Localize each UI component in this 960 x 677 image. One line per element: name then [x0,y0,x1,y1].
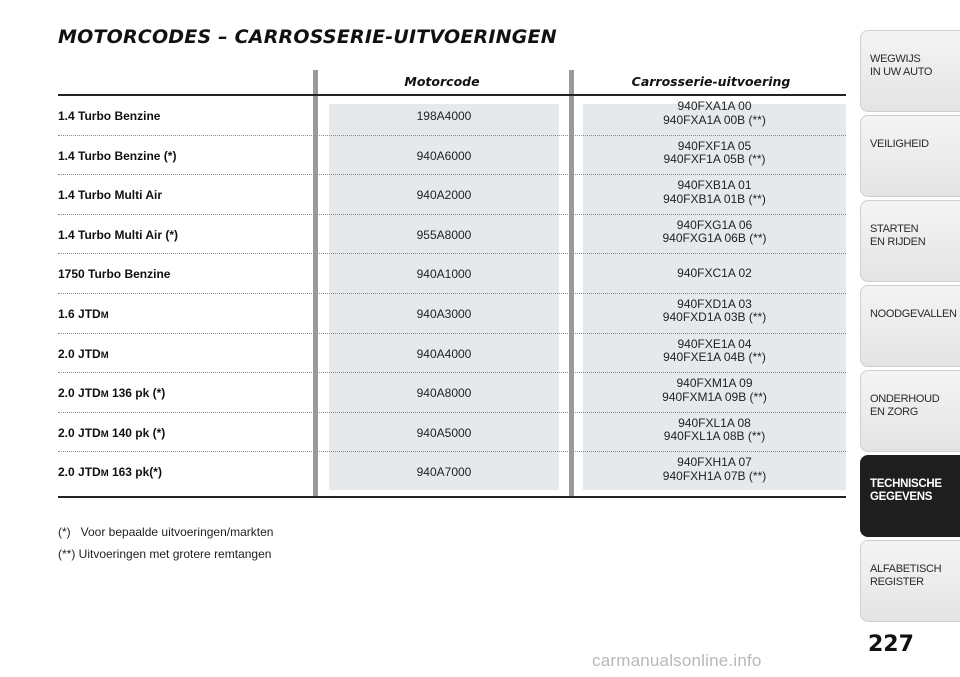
engine-label: 2.0 JTD [58,346,101,361]
header-carrosserie: Carrosserie-uitvoering [631,74,791,89]
carrosserie-code: 940FXB1A 01 [677,178,752,193]
engine-label: 1.4 Turbo Benzine [58,109,161,123]
motorcode-cell: 940A8000 [416,386,472,401]
table-row [58,413,846,453]
engine-label: 2.0 JTD [58,425,101,440]
carrosserie-code: 940FXL1A 08 [678,415,751,430]
carrosserie-code: 940FXD1A 03 [677,296,752,311]
engine-label: 1750 Turbo Benzine [58,267,171,282]
engine-name [58,426,165,440]
carrosserie-cell [583,417,846,444]
chapter-tab-label: REGISTER [870,576,924,588]
motorcode-cell: 940A3000 [416,306,472,321]
chapter-tab-label: EN ZORG [870,406,919,418]
motorcode-cell: 940A6000 [416,148,472,163]
carrosserie-code: 940FXF1A 05 [677,138,752,153]
chapter-tab[interactable] [860,115,960,197]
chapter-tab-label: TECHNISCHE [870,478,942,490]
carrosserie-cell [583,338,846,365]
watermark: carmanualsonline.info [592,651,762,670]
carrosserie-code: 940FXG1A 06 [676,217,753,232]
engine-name [58,307,109,321]
engine-label: 2.0 JTD [58,386,101,401]
motorcode-cell: 940A4000 [416,346,472,361]
carrosserie-code-alt: 940FXG1A 06B (**) [662,231,767,246]
chapter-tab[interactable] [860,455,960,537]
table-body [58,96,846,492]
table-row [58,452,846,492]
motorcode-cell: 940A1000 [416,267,472,282]
chapter-tab[interactable] [860,540,960,622]
engine-label: 2.0 JTD [58,465,101,480]
chapter-tab-label: STARTEN [870,223,919,235]
engine-name [58,347,109,361]
engine-label-smallcaps: M [100,428,109,440]
engine-label: 1.4 Turbo Multi Air (*) [58,227,178,242]
engine-label: 1.6 JTD [58,306,101,321]
table-row [58,294,846,334]
page-title: MOTORCODES – CARROSSERIE-UITVOERINGEN [58,26,557,48]
chapter-tab[interactable] [860,285,960,367]
chapter-tab-label: NOODGEVALLEN [870,308,957,320]
table-row [58,334,846,374]
chapter-tab-label: EN RIJDEN [870,236,926,248]
carrosserie-cell [583,179,846,206]
motorcode-cell: 198A4000 [416,109,472,123]
engine-label-suffix: 136 pk (*) [108,386,166,401]
engine-label-smallcaps: M [100,389,109,401]
engine-name [58,386,165,400]
carrosserie-code-alt: 940FXA1A 00B (**) [663,112,766,127]
carrosserie-code-alt: 940FXL1A 08B (**) [663,429,766,444]
chapter-tab[interactable] [860,30,960,112]
engine-name [58,228,178,242]
carrosserie-code: 940FXE1A 04 [677,336,752,351]
engine-name [58,109,160,123]
motorcode-cell: 940A7000 [416,465,472,480]
spec-table [58,70,846,500]
carrosserie-code-alt: 940FXD1A 03B (**) [662,310,767,325]
engine-name [58,267,170,281]
table-row [58,175,846,215]
engine-label: 1.4 Turbo Multi Air [58,188,162,203]
chapter-tab[interactable] [860,200,960,282]
carrosserie-cell [583,219,846,246]
carrosserie-code: 940FXA1A 00 [677,99,752,113]
carrosserie-code-alt: 940FXH1A 07B (**) [662,468,767,483]
page-number: 227 [868,632,914,657]
motorcode-cell: 940A5000 [416,425,472,440]
bottom-rule [58,496,846,498]
engine-label-smallcaps: M [100,468,109,480]
chapter-tab-label: ALFABETISCH [870,563,942,575]
engine-label: 1.4 Turbo Benzine (*) [58,148,177,163]
carrosserie-code: 940FXM1A 09 [676,376,753,391]
table-row [58,254,846,294]
carrosserie-cell [583,298,846,325]
footnote: (**) Uitvoeringen met grotere remtangen [58,547,272,561]
engine-label-smallcaps: M [100,349,109,361]
carrosserie-code-alt: 940FXB1A 01B (**) [663,191,766,206]
table-row [58,96,846,136]
carrosserie-cell [583,140,846,167]
engine-label-suffix: 140 pk (*) [108,425,166,440]
engine-label-smallcaps: M [100,309,109,321]
chapter-tab[interactable] [860,370,960,452]
footnotes [58,521,273,565]
engine-name [58,188,162,202]
carrosserie-cell [583,377,846,404]
carrosserie-code: 940FXH1A 07 [677,455,752,470]
table-row [58,136,846,176]
engine-label-suffix: 163 pk(*) [108,465,162,480]
carrosserie-code-alt: 940FXE1A 04B (**) [663,350,766,365]
chapter-tab-label: IN UW AUTO [870,66,933,78]
carrosserie-cell [583,100,846,127]
chapter-tab-label: GEGEVENS [870,491,933,503]
chapter-tab-label: ONDERHOUD [870,393,940,405]
carrosserie-cell [583,267,846,281]
carrosserie-code: 940FXC1A 02 [677,266,752,281]
chapter-tab-label: VEILIGHEID [870,138,929,150]
carrosserie-code-alt: 940FXF1A 05B (**) [663,152,766,167]
engine-name [58,465,162,479]
engine-name [58,149,176,163]
chapter-tab-label: WEGWIJS [870,53,921,65]
motorcode-cell: 940A2000 [416,188,472,203]
carrosserie-cell [583,456,846,483]
header-motorcode: Motorcode [404,74,480,89]
table-row [58,215,846,255]
motorcode-cell: 955A8000 [416,227,472,242]
carrosserie-code-alt: 940FXM1A 09B (**) [662,389,767,404]
footnote: (*) Voor bepaalde uitvoeringen/markten [58,525,274,539]
table-row [58,373,846,413]
